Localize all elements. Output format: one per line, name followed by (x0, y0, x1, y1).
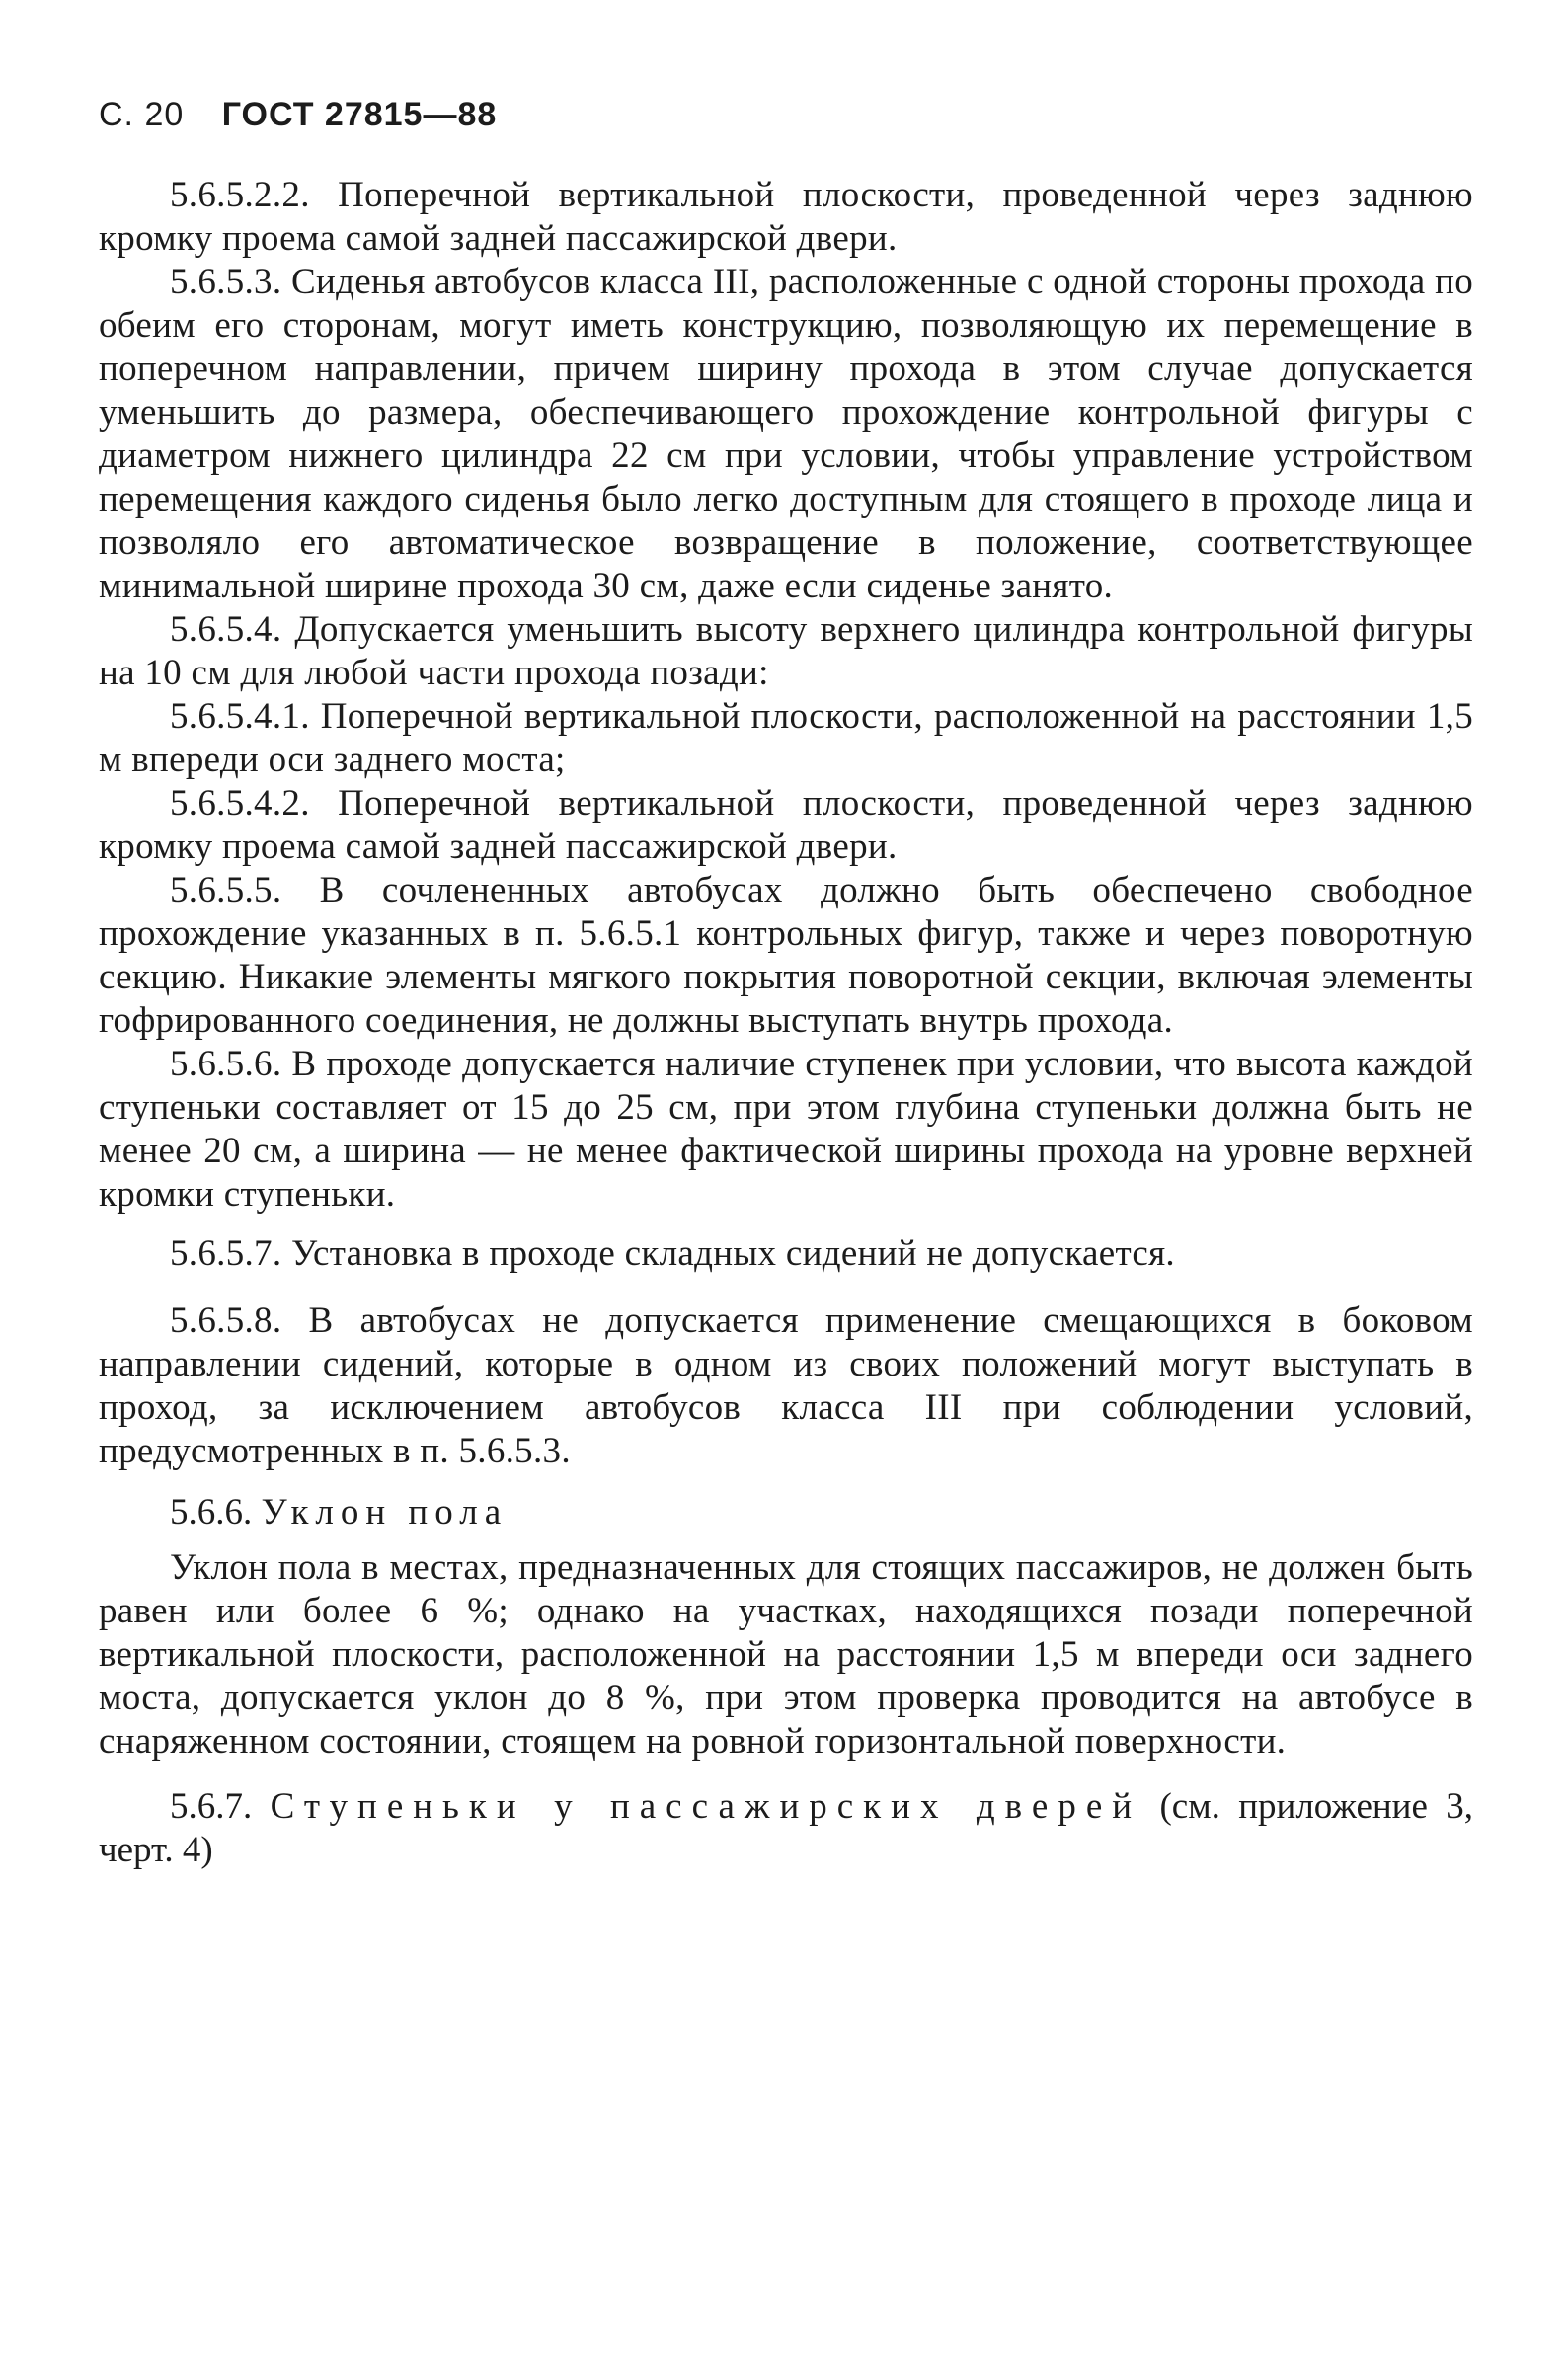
section-5-6-6-number: 5.6.6. (170, 1492, 253, 1533)
section-5-6-7-suffix: (см. приложение 3, черт. 4) (99, 1786, 1474, 1870)
paragraph-5-6-5-8: 5.6.5.8. В автобусах не допускается применение смещающихся в боковом направлении сидений, которые в одном из своих положений могут выступать в проход, за исключением автобусов класса III при соблюдении условий, предусмотренных в п. 5.6.5.3. (99, 1300, 1473, 1471)
document-page (99, 95, 1473, 1872)
page-header (99, 95, 1473, 134)
section-5-6-6-text: Уклон пола в местах, предназначенных для стоящих пассажиров, не должен быть равен или более 6 %; однако на участках, находящихся позади поперечной вертикальной плоскости, расположенной на расстоянии 1,5 м впереди оси заднего моста, допускается уклон до 8 %, при этом проверка проводится на автобусе в снаряженном состоянии, стоящем на ровной горизонтальной поверхности. (99, 1547, 1473, 1762)
section-5-6-7-title: Ступеньки у пассажирских дверей (270, 1786, 1142, 1827)
paragraph-5-6-5-5: 5.6.5.5. В сочлененных автобусах должно быть обеспечено свободное прохождение указанных в п. 5.6.5.1 контрольных фигур, также и через поворотную секцию. Никакие элементы мягкого покрытия поворотной секции, включая элементы гофрированного соединения, не должны выступать внутрь прохода. (99, 870, 1473, 1041)
section-5-6-7-number: 5.6.7. (170, 1786, 253, 1827)
page-number: С. 20 (99, 96, 185, 133)
paragraph-5-6-5-4: 5.6.5.4. Допускается уменьшить высоту верхнего цилиндра контрольной фигуры на 10 см для любой части прохода позади: (99, 609, 1473, 693)
section-5-6-6-heading (99, 1491, 1473, 1534)
paragraph-5-6-5-4-2: 5.6.5.4.2. Поперечной вертикальной плоскости, проведенной через заднюю кромку проема самой задней пассажирской двери. (99, 783, 1473, 867)
paragraph-5-6-5-6: 5.6.5.6. В проходе допускается наличие ступенек при условии, что высота каждой ступеньки составляет от 15 до 25 см, при этом глубина ступеньки должна быть не менее 20 см, а ширина — не менее фактической ширины прохода на уровне верхней кромки ступеньки. (99, 1044, 1473, 1215)
paragraph-5-6-5-7: 5.6.5.7. Установка в проходе складных сидений не допускается. (170, 1233, 1175, 1274)
standard-code: ГОСТ 27815—88 (221, 96, 498, 133)
paragraph-5-6-5-3: 5.6.5.3. Сиденья автобусов класса III, расположенные с одной стороны прохода по обеим его сторонам, могут иметь конструкцию, позволяющую их перемещение в поперечном направлении, причем ширину прохода в этом случае допускается уменьшить до размера, обеспечивающего прохождение контрольной фигуры с диаметром нижнего цилиндра 22 см при условии, чтобы управление устройством перемещения каждого сиденья было легко доступным для стоящего в проходе лица и позволяло его автоматическое возвращение в положение, соответствующее минимальной ширине прохода 30 см, даже если сиденье занято. (99, 262, 1473, 606)
paragraph-5-6-5-2-2: 5.6.5.2.2. Поперечной вертикальной плоскости, проведенной через заднюю кромку проема самой задней пассажирской двери. (99, 175, 1473, 259)
paragraph-5-6-5-4-1: 5.6.5.4.1. Поперечной вертикальной плоскости, расположенной на расстоянии 1,5 м впереди оси заднего моста; (99, 696, 1473, 780)
section-5-6-7-heading (99, 1785, 1473, 1872)
section-5-6-6-title: Уклон пола (261, 1492, 509, 1533)
